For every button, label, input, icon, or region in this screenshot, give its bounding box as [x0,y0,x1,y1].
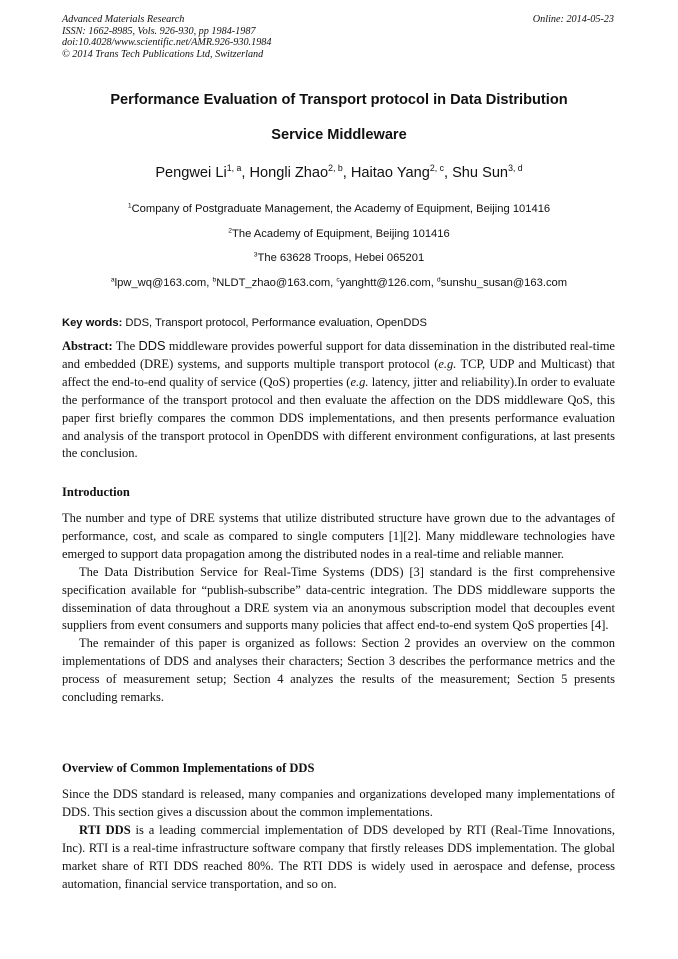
doi-line: doi:10.4028/www.scientific.net/AMR.926-930.1984 [62,37,272,49]
author-sup: 2, b [328,163,343,174]
keywords [62,317,427,329]
author-sup: 2, c [429,163,444,174]
overview-section [62,786,615,893]
paragraph: The remainder of this paper is organized as follows: Section 2 provides an overview on the common implementations of DDS and analyses their characters; Section 3 describes the performance metrics and the process of measurement setup; Section 4 analyzes the results of the measurement; Section 5 presents concluding remarks. [62,636,615,705]
author-sup: 1, a [226,163,242,174]
affiliation-1: $^1$Company of Postgraduate Management, the Academy of Equipment, Beijing 101416 [127,202,551,215]
issn-line: ISSN: 1662-8985, Vols. 926-930, pp 1984-1987 [62,25,256,37]
keywords-text: DDS, Transport protocol, Performance evaluation, OpenDDS [122,317,428,329]
paragraph: The Data Distribution Service for Real-Time Systems (DDS) [3] standard is the first comprehensive specification available for “publish-subscribe” data-centric integration. The DDS middleware supports the dissemination of data throughout a DRE system via an anonymous subscription model that decouples event suppliers from event consumers and supports many policies that affect end-to-end system QoS properties [4]. [62,564,615,633]
section-heading-introduction: Introduction [62,485,130,499]
keywords-label: Key words: [62,317,123,329]
author-name: Shu Sun [452,165,509,181]
copyright-line: © 2014 Trans Tech Publications Ltd, Switzerland [62,48,264,60]
email-link[interactable]: sunshu_susan@163.com [440,277,568,289]
author-list: Pengwei Li$^{1, a}$, Hongli Zhao$^{2, b}$, Haitao Yang$^{2, c}$, Shu Sun$^{3, d}$ [155,163,523,181]
abstract: Abstract: The DDS middleware provides powerful support for data dissemination in the distributed real-time and embedded (DRE) systems, and supports multiple transport protocol (e.g. TCP, UDP and Multicast) that affect the end-to-end quality of service (QoS) properties (e.g. latency, jitter and reliability).In order to evaluate the performance of the transport protocol and then evaluate the affection on the DDS middleware QoS, this paper first briefly compares the common DDS implementations, and then presents performance evaluation and analysis of the transport protocol in OpenDDS with different environment configurations, at last presents the conclusion. [62,338,616,461]
email-link[interactable]: NLDT_zhao@163.com, [216,277,337,289]
author-sup: 3, d [508,163,523,174]
paper-title-line-1: Performance Evaluation of Transport protocol in Data Distribution [110,92,568,108]
affiliation-2: $^2$The Academy of Equipment, Beijing 101416 [228,227,450,240]
email-link[interactable]: yanghtt@126.com, [339,277,437,289]
introduction-section [62,510,615,707]
author-name: Pengwei Li [155,165,227,181]
paragraph: The number and type of DRE systems that utilize distributed structure have grown due to the advantages of performance, cost, and scale as compared to single computers [1][2]. Many middleware technologies have emerged to support data propagation among the distributed nodes in a real-time and reliable manner. [62,511,615,561]
journal-header [62,14,617,60]
paper-title-line-2: Service Middleware [271,127,407,143]
email-link[interactable]: lpw_wq@163.com, [114,277,213,289]
abstract-label: Abstract: [62,339,113,353]
affiliation-3: $^3$The 63628 Troops, Hebei 065201 [253,251,425,264]
paragraph: Since the DDS standard is released, many companies and organizations developed many implementations of DDS. This section gives a discussion about the common implementations. [62,787,615,819]
author-emails: $^a$lpw_wq@163.com, $^b$NLDT_zhao@163.com, $^c$yanghtt@126.com, $^d$sunshu_susan@163.com [110,276,568,289]
section-heading-overview: Overview of Common Implementations of DDS [62,761,315,775]
paragraph: RTI DDS is a leading commercial implementation of DDS developed by RTI (Real-Time Innovations, Inc). RTI is a real-time infrastructure software company that firstly releases DDS implementation. The global market share of RTI DDS reached 80%. The RTI DDS is widely used in aerospace and defense, process automation, financial service transportation, and so on. [62,822,615,891]
journal-name: Advanced Materials Research [62,14,185,25]
author-name: Haitao Yang [350,165,430,181]
rti-dds-term: RTI DDS [79,822,131,837]
online-date: Online: 2014-05-23 [532,14,614,25]
author-name: Hongli Zhao [249,165,329,181]
